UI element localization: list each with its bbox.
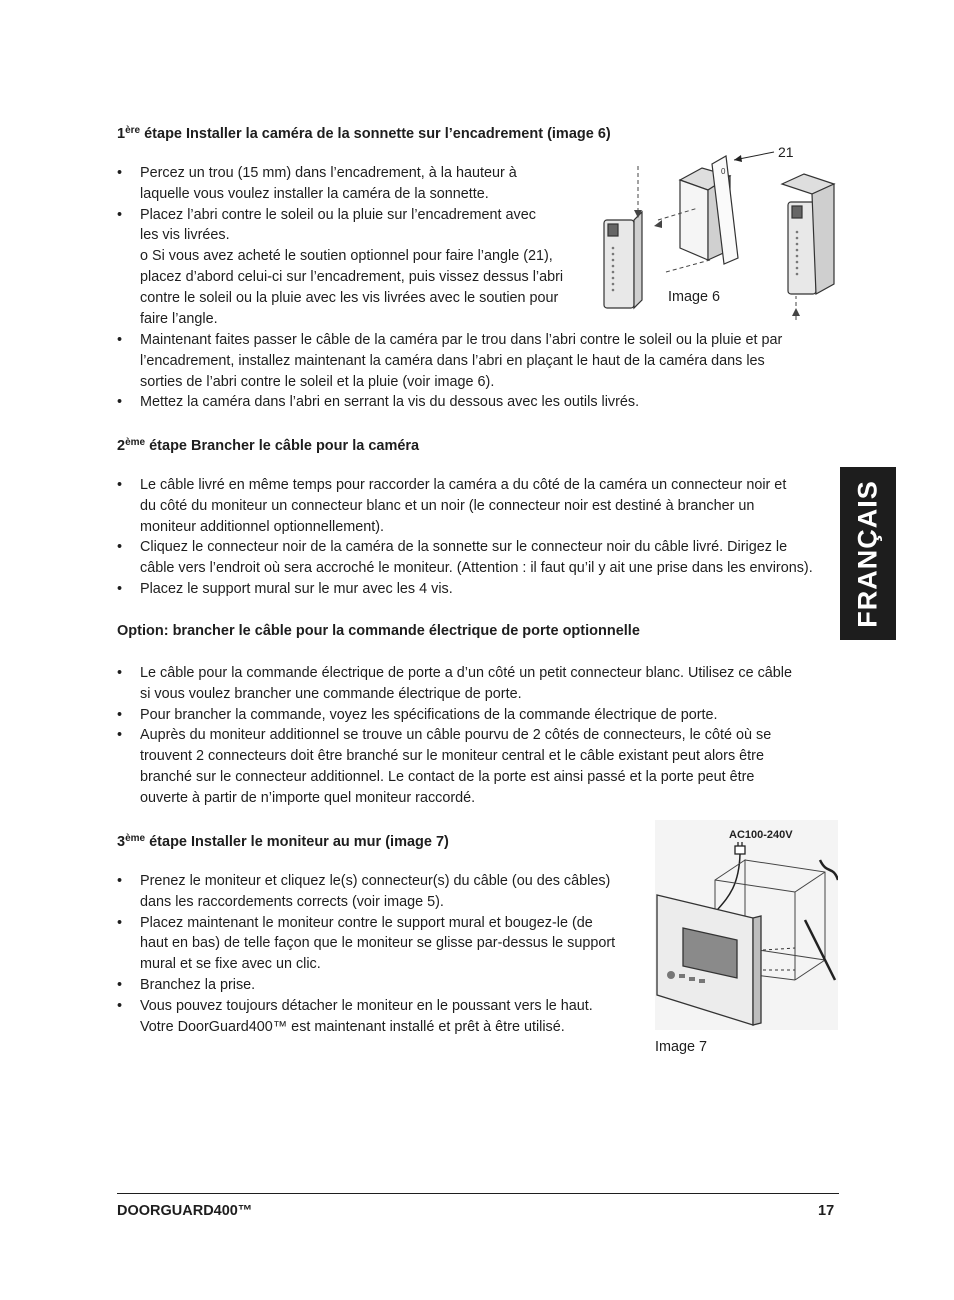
image7-caption: Image 7 (655, 1039, 707, 1055)
section2-heading: 2ème étape Brancher le câble pour la caméra (117, 437, 420, 454)
list-item: • Branchez la prise. (117, 976, 256, 993)
angle-support-label: 21 (778, 144, 794, 160)
page-number: 17 (818, 1203, 835, 1219)
list-item: • Placez maintenant le moniteur contre le support mural et bougez-le (de haut en bas) de telle façon que le moniteur se glisse par-dessus le support mural et se fixe avec un clic. (117, 914, 616, 973)
section3-list (117, 871, 642, 1037)
list-item: • Prenez le moniteur et cliquez le(s) connecteur(s) du câble (ou des câbles) dans les raccordements corrects (voir image 5). (117, 873, 611, 910)
footer-divider (117, 1193, 839, 1194)
list-item: • Placez le support mural sur le mur avec les 4 vis. (117, 580, 453, 597)
section2-list (117, 475, 837, 600)
bracket-label: 0 (721, 167, 726, 176)
list-item: • Placez l’abri contre le soleil ou la pluie sur l’encadrement avec les vis livrées. o Si vous avez acheté le soutien optionnel pour faire l’angle (21), placez d’abord celui-ci sur l’encadrement, puis vissez dessus l’abri contre le soleil ou la pluie avec les vis livrées avec le soutien pour faire l’angle. (117, 206, 564, 327)
section1-list (117, 163, 597, 329)
option-heading: Option: brancher le câble pour la commande électrique de porte optionnelle (117, 623, 640, 639)
image6-caption: Image 6 (668, 289, 720, 305)
list-item: • Maintenant faites passer le câble de la caméra par le trou dans l’abri contre le soleil ou la pluie et par l’encadrement, installez maintenant la caméra dans l’abri en plaçant le haut de la caméra dans les sorties de l’abri contre le soleil et la pluie (voir image 6). (117, 332, 783, 390)
section1-list-continued (117, 330, 837, 413)
list-item: • Auprès du moniteur additionnel se trouve un câble pourvu de 2 côtés de connecteurs, le côté où se trouvent 2 connecteurs doit être branché sur le moniteur central et le câble existant peut alors être branché sur le connecteur additionnel. Le contact de la porte est ainsi passé et la porte peut être ouverte à partir de n’importe quel moniteur raccordé. (117, 727, 772, 806)
language-tab (840, 467, 896, 640)
list-item: • Cliquez le connecteur noir de la caméra de la sonnette sur le connecteur noir du câble livré. Dirigez le câble vers l’endroit où sera accroché le moniteur. (Attention : il faut qu’il y ait une prise dans les environs). (117, 539, 813, 577)
option-list (117, 663, 837, 809)
section3-heading: 3ème étape Installer le moniteur au mur (image 7) (117, 833, 449, 850)
list-item: • Percez un trou (15 mm) dans l’encadrement, à la hauteur à laquelle vous voulez installer la caméra de la sonnette. (117, 165, 517, 202)
monitor-installation-illustration (655, 820, 838, 1030)
list-item: • Mettez la caméra dans l’abri en serrant la vis du dessous avec les outils livrés. (117, 394, 640, 411)
footer-product-name: DOORGUARD400™ (117, 1203, 253, 1219)
list-item: • Vous pouvez toujours détacher le moniteur en le poussant vers le haut. Votre DoorGuard400™ est maintenant installé et prêt à être utilisé. (117, 997, 593, 1035)
power-rating-label: AC100-240V (729, 829, 793, 841)
language-tab-label: FRANÇAIS (852, 479, 883, 628)
section1-heading: 1ère étape Installer la caméra de la sonnette sur l’encadrement (image 6) (117, 125, 611, 142)
list-item: • Le câble pour la commande électrique de porte a d’un côté un petit connecteur blanc. Utilisez ce câble si vous voulez brancher une commande électrique de porte. (117, 665, 792, 702)
list-item: • Pour brancher la commande, voyez les spécifications de la commande électrique de porte. (117, 706, 718, 723)
list-item: • Le câble livré en même temps pour raccorder la caméra a du côté de la caméra un connecteur noir et du côté du moniteur un connecteur blanc et un noir (le connecteur noir est destiné à brancher un moniteur additionnel optionnellement). (117, 477, 787, 535)
